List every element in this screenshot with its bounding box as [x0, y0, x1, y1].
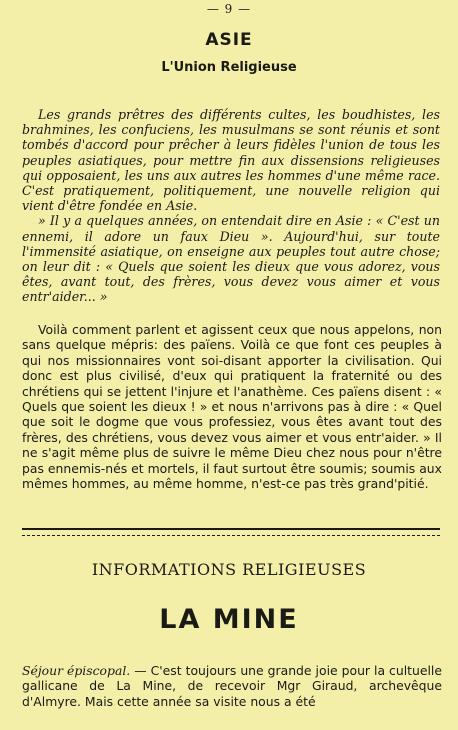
quote-paragraph: » Il y a quelques années, on entendait dire en Asie : « C'est un ennemi, il adore un faux Dieu ». Aujourd'hui, sur toute l'immensité asiatique, on enseigne aux peuples tout autre chose; on leur dit : « Quels que soient les dieux que vous adorez, vous êtes, avant tout, des frères, vous devez vous aimer et vous entr'aider... » [22, 213, 440, 305]
divider-rule [22, 528, 440, 530]
news-item [22, 663, 442, 709]
place-heading: LA MINE [159, 604, 299, 635]
section-title: ASIE [205, 30, 253, 50]
informations-heading: INFORMATIONS RELIGIEUSES [91, 560, 367, 579]
commentary [22, 322, 442, 491]
news-text: — C'est toujours une grande joie pour la cultuelle gallicane de La Mine, de recevoir Mgr Giraud, archevêque d'Almyre. Mais cette année sa visite nous a été [22, 663, 442, 709]
article-title: L'Union Religieuse [161, 60, 297, 75]
news-lead: Séjour épiscopal. [22, 663, 131, 678]
body-paragraph: Voilà comment parlent et agissent ceux que nous appelons, non sans quelque mépris: des païens. Voilà ce que font ces peuples à qui nos missionnaires vont soi-disant apporter la civilisation. Qui donc est plus civilisé, d'eux qui pratiquent la fraternité ou des chrétiens qui se jettent l'injure et l'anathème. Ces païens disent : « Quels que soient les dieux ! » et nous n'arrivons pas à dire : « Quel que soit le dogme que vous professiez, vous êtes avant tout des frères, des chrétiens, vous devez vous aimer et vous entr'aider. » Il ne s'agit même plus de suivre le même Dieu chez nous pour n'être pas ennemis-nés et mortels, il faut surtout être soumis; soumis aux mêmes hommes, au même homme, n'est-ce pas très grand'pitié. [22, 322, 442, 492]
divider-dashed-rule [22, 535, 440, 536]
quote-paragraph: Les grands prêtres des différents cultes, les boudhistes, les brahmines, les confuciens, les musulmans se sont réunis et sont tombés d'accord pour prêcher à leurs fidèles l'union de tous les peuples asiatiques, pour mettre fin aux dissensions religieuses qui opposaient, les uns aux autres les hommes d'une même race. C'est pratiquement, politiquement, une nouvelle religion qui vient d'être fondée en Asie. [22, 107, 440, 214]
page-number: — 9 — [206, 2, 252, 16]
quoted-text [22, 107, 440, 305]
